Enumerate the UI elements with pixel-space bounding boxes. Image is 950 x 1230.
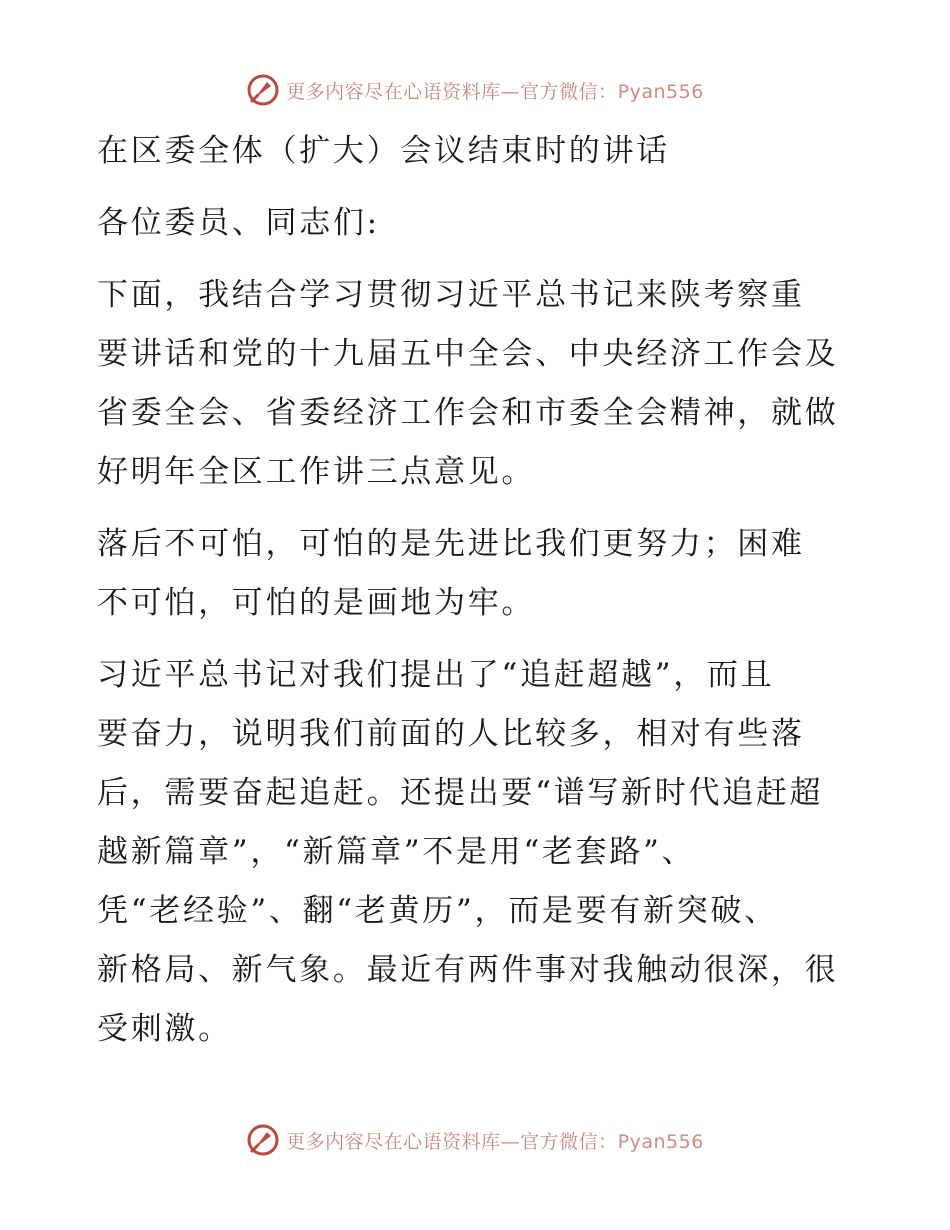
- paragraph-line: 好明年全区工作讲三点意见。: [97, 454, 536, 490]
- paragraph-line: 下面，我结合学习贯彻习近平总书记来陕考察重: [97, 277, 805, 313]
- paragraph-line: 后，需要奋起追赶。还提出要“谱写新时代追赶超: [97, 775, 824, 811]
- pen-nib-logo-icon: [246, 1123, 280, 1157]
- watermark-text: 更多内容尽在心语资料库—官方微信：Pyan556: [286, 1130, 704, 1153]
- paragraph-line: 不可怕，可怕的是画地为牢。: [97, 585, 536, 621]
- paragraph-line: 落后不可怕，可怕的是先进比我们更努力；困难: [97, 526, 805, 562]
- paragraph-line: 习近平总书记对我们提出了“追赶超越”，而且: [97, 657, 775, 693]
- footer-watermark-banner: [0, 1120, 950, 1160]
- wechat-id: Pyan556: [617, 80, 704, 103]
- paragraph-line: 要奋力，说明我们前面的人比较多，相对有些落: [97, 716, 805, 752]
- document-body: [97, 122, 857, 1059]
- salutation: 各位委员、同志们:: [97, 205, 380, 241]
- paragraph-line: 省委全会、省委经济工作会和市委全会精神，就做: [97, 395, 839, 431]
- paragraph-2: [97, 515, 857, 633]
- paragraph-line: 要讲话和党的十九届五中全会、中央经济工作会及: [97, 336, 839, 372]
- wechat-id: Pyan556: [617, 1130, 704, 1153]
- paragraph-1: [97, 266, 857, 502]
- header-watermark-banner: [0, 70, 950, 110]
- paragraph-line: 越新篇章”，“新篇章”不是用“老套路”、: [97, 834, 696, 870]
- paragraph-line: 受刺激。: [97, 1011, 232, 1047]
- watermark-text: 更多内容尽在心语资料库—官方微信：Pyan556: [286, 80, 704, 103]
- pen-nib-logo-icon: [246, 73, 280, 107]
- document-title: 在区委全体（扩大）会议结束时的讲话: [97, 133, 670, 169]
- paragraph-line: 凭“老经验”、翻“老黄历”，而是要有新突破、: [97, 893, 778, 929]
- paragraph-3: [97, 646, 857, 1059]
- paragraph-line: 新格局、新气象。最近有两件事对我触动很深，很: [97, 952, 839, 988]
